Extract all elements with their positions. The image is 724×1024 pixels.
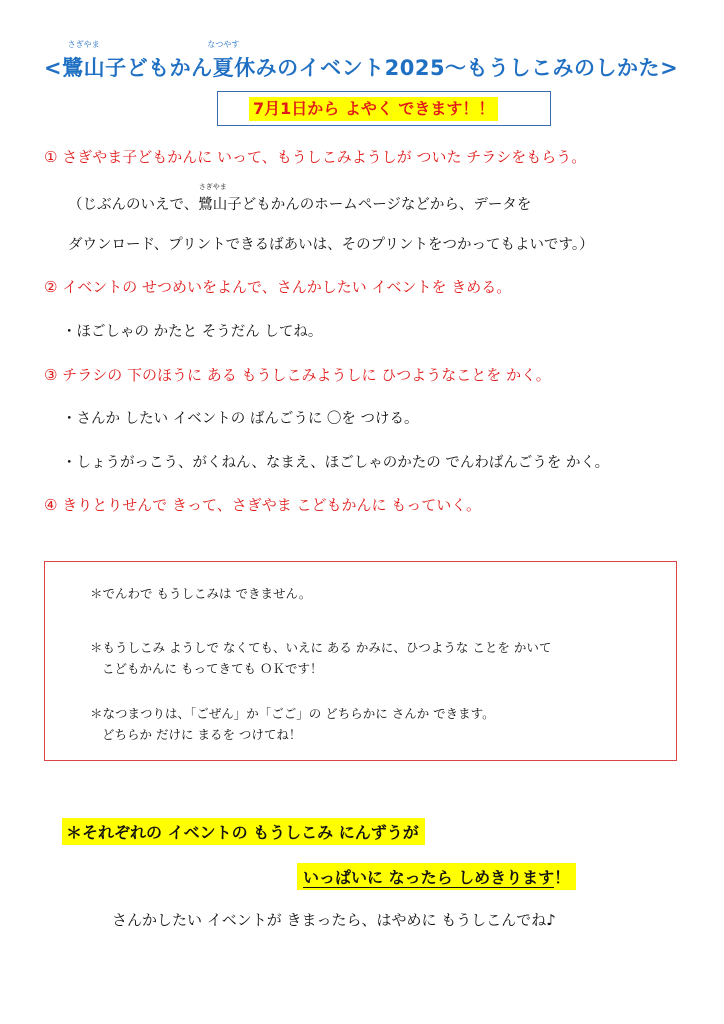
title-kanji-natsu <box>207 40 240 82</box>
step-4 <box>44 494 481 515</box>
step-1-note-ruby: さぎやま <box>198 183 227 191</box>
title-ruby-natsuyasu: なつやす <box>207 40 240 49</box>
note-3-line-1: ＊なつまつりは、「ごぜん」か「ごご」の どちらかに さんか できます。 <box>90 706 495 721</box>
step-1-text: さぎやま子どもかんに いって、もうしこみようしが ついた チラシをもらう。 <box>62 148 587 166</box>
note-1: ＊でんわで もうしこみは できません。 <box>90 586 312 601</box>
note-2-line-1: ＊もうしこみ ようしで なくても、いえに ある かみに、ひつような ことを かいて <box>90 640 552 655</box>
step-4-number: ④ <box>44 496 58 514</box>
step-2-number: ② <box>44 278 58 296</box>
step-2 <box>44 276 511 297</box>
step-3-text: チラシの 下のほうに ある もうしこみようしに ひつようなことを かく。 <box>62 366 551 384</box>
capacity-notice-line-2 <box>297 863 576 890</box>
title-kanji-natsu-text: 夏 <box>212 56 235 80</box>
reservation-banner <box>217 91 551 126</box>
step-3-number: ③ <box>44 366 58 384</box>
reservation-banner-text: 7月1日から よやく できます！！ <box>249 97 498 121</box>
title-kanji-sagiyama-text: 鷺山 <box>62 56 106 80</box>
step-1-note-line-1 <box>68 183 532 214</box>
step-3 <box>44 364 551 385</box>
step-4-text: きりとりせんで きって、さぎやま こどもかんに もっていく。 <box>62 496 481 514</box>
title-ruby-sagiyama: さぎやま <box>67 40 100 49</box>
page-title <box>44 40 684 82</box>
note-3-line-2: どちらか だけに まるを つけてね！ <box>102 727 302 742</box>
title-open-bracket: < <box>44 56 63 80</box>
step-1-number: ① <box>44 148 58 166</box>
title-rest: 休みのイベント2025〜もうしこみのしかた <box>234 56 661 80</box>
step-1-note-kanji-text: 鷺山 <box>198 197 228 213</box>
step-1 <box>44 146 586 167</box>
step-3-bullet-2: ・しょうがっこう、がくねん、なまえ、ほごしゃのかたの でんわばんごうを かく。 <box>62 455 610 471</box>
step-1-note-pre: （じぶんのいえで、 <box>68 197 199 213</box>
step-1-note-line-2: ダウンロード、プリントできるばあいは、そのプリントをつかってもよいです。） <box>68 237 594 253</box>
capacity-notice-line-2-end: ！ <box>554 868 571 887</box>
step-1-note-kanji <box>198 183 228 214</box>
title-close-bracket: > <box>660 56 679 80</box>
title-kanji-sagiyama <box>62 40 106 82</box>
capacity-notice-line-2-text: いっぱいに なったら しめきります <box>303 868 555 887</box>
title-mid: 子どもかん <box>105 56 213 80</box>
step-1-note-post: 子どもかんのホームページなどから、データを <box>227 197 532 213</box>
note-2-line-2: こどもかんに もってきても ＯＫです！ <box>102 661 323 676</box>
step-3-bullet-1: ・さんか したい イベントの ばんごうに 〇を つける。 <box>62 411 419 427</box>
early-signup-message: さんかしたい イベントが きまったら、はやめに もうしこんでね♪ <box>112 911 556 929</box>
capacity-notice-line-1: ＊それぞれの イベントの もうしこみ にんずうが <box>62 818 425 845</box>
step-2-text: イベントの せつめいをよんで、さんかしたい イベントを きめる。 <box>62 278 512 296</box>
step-2-bullet: ・ほごしゃの かたと そうだん してね。 <box>62 324 323 340</box>
